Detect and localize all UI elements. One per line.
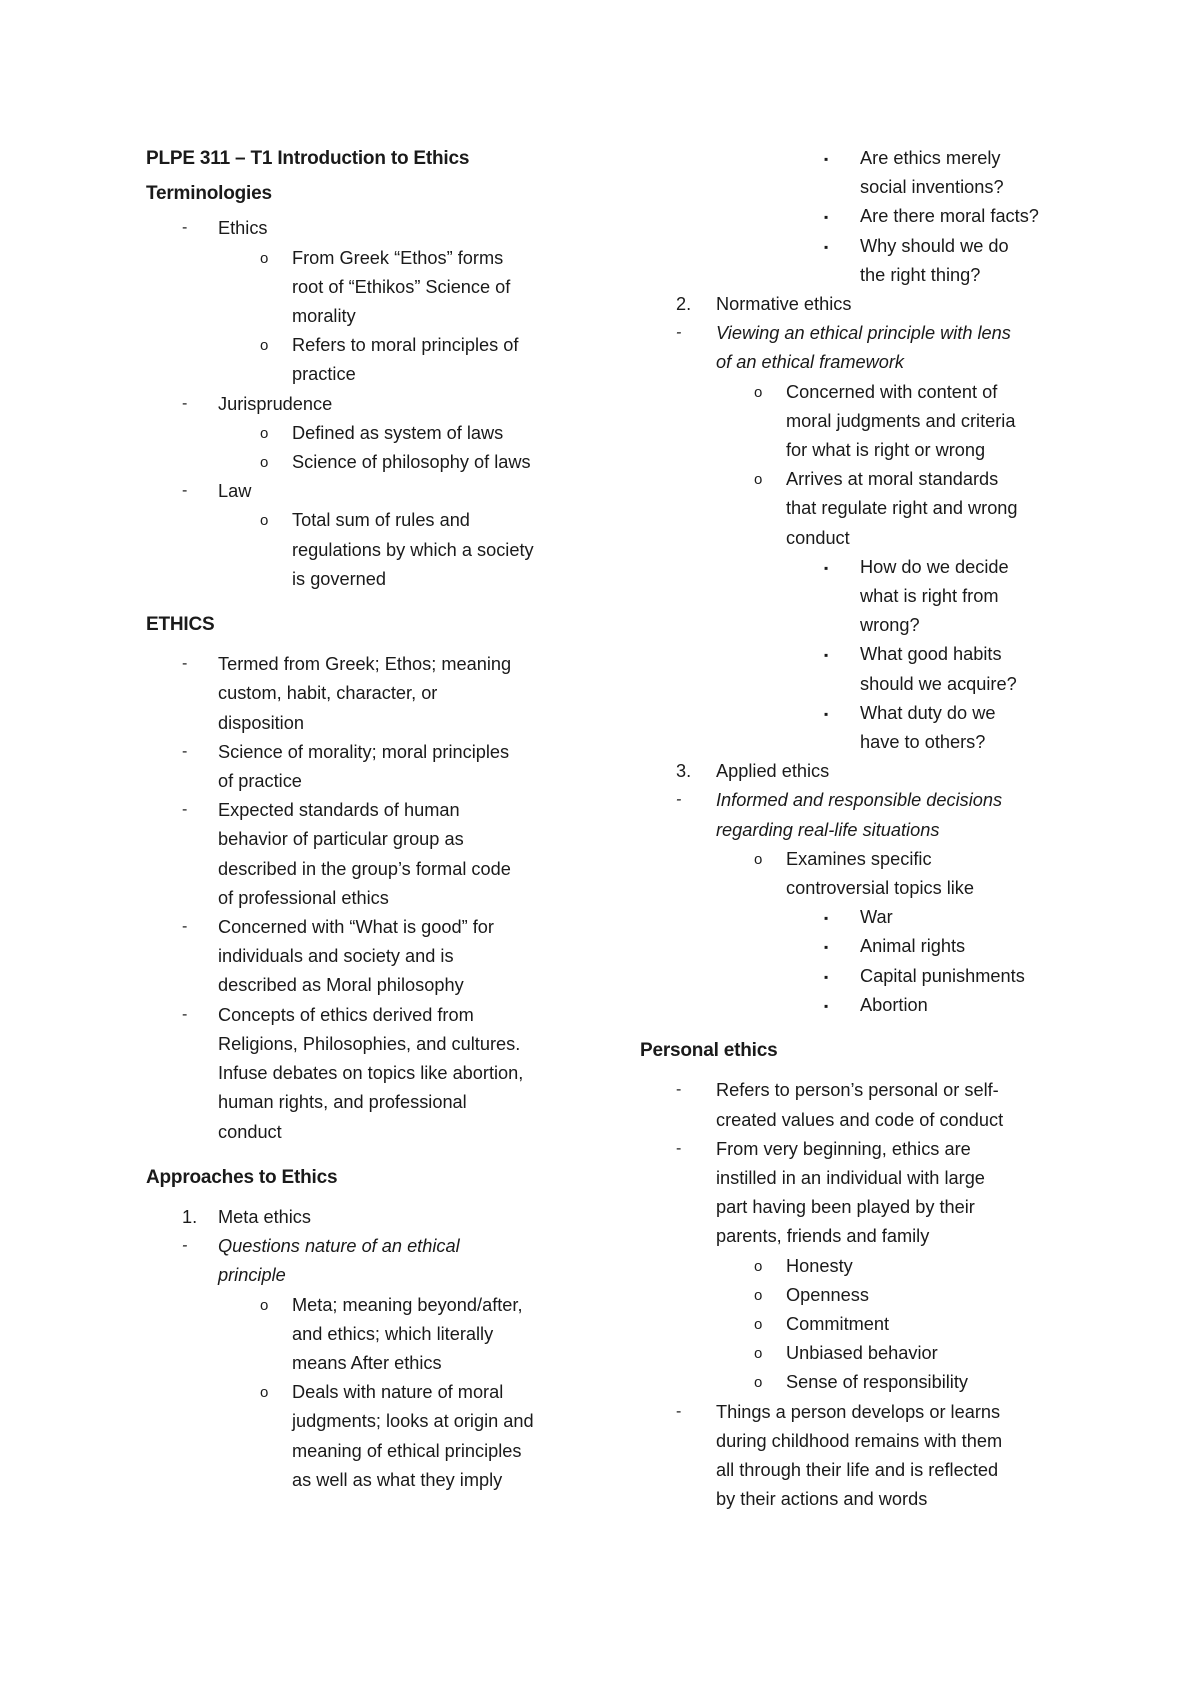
list-item-text: part having been played by their — [716, 1197, 975, 1218]
circle-bullet: o — [754, 1257, 763, 1275]
square-bullet: ▪ — [824, 210, 829, 225]
dash-bullet: - — [182, 1237, 188, 1255]
numbered-item: 3. Applied ethics — [640, 757, 1085, 786]
list-item: ▪ Are ethics merely — [640, 144, 1085, 173]
list-item: o From Greek “Ethos” forms — [146, 244, 576, 273]
list-item-text: behavior of particular group as — [218, 829, 464, 850]
list-item: ▪ What good habits — [640, 640, 1085, 669]
list-number: 1. — [182, 1206, 198, 1227]
list-item-text: is governed — [292, 568, 387, 589]
list-item-text: judgments; looks at origin and — [292, 1411, 534, 1432]
square-bullet: ▪ — [824, 648, 829, 663]
list-item: - Ethics — [146, 214, 576, 243]
list-item-text: Infuse debates on topics like abortion, — [218, 1063, 524, 1084]
list-item: ▪ Why should we do — [640, 232, 1085, 261]
dash-bullet: - — [676, 1081, 682, 1099]
list-item: - Things a person develops or learns — [640, 1398, 1085, 1427]
circle-bullet: o — [754, 383, 763, 401]
list-item-text: of professional ethics — [218, 887, 389, 908]
list-item-text: Religions, Philosophies, and cultures. — [218, 1033, 521, 1054]
list-item-text: described as Moral philosophy — [218, 975, 464, 996]
list-item: - Informed and responsible decisions — [640, 786, 1085, 815]
list-item: ▪ Are there moral facts? — [640, 202, 1085, 231]
list-item-text: individuals and society and is — [218, 946, 454, 967]
dash-bullet: - — [182, 394, 188, 412]
list-item-text: controversial topics like — [786, 878, 975, 899]
personal-ethics-heading: Personal ethics — [640, 1040, 778, 1062]
square-bullet: ▪ — [824, 998, 829, 1013]
square-bullet: ▪ — [824, 239, 829, 254]
list-item-text: morality — [292, 306, 356, 327]
dash-bullet: - — [676, 1139, 682, 1157]
list-item-text: parents, friends and family — [716, 1226, 930, 1247]
ethics-heading: ETHICS — [146, 614, 215, 636]
list-item: o Unbiased behavior — [640, 1339, 1085, 1368]
square-bullet: ▪ — [824, 560, 829, 575]
numbered-item: 1. Meta ethics — [146, 1203, 576, 1232]
list-item: - Questions nature of an ethical — [146, 1232, 576, 1261]
list-item-text: described in the group’s formal code — [218, 858, 511, 879]
list-item: o Deals with nature of moral — [146, 1378, 576, 1407]
list-item: o Commitment — [640, 1310, 1085, 1339]
list-number: 3. — [676, 761, 692, 782]
list-item-text: during childhood remains with them — [716, 1430, 1003, 1451]
list-item: o Concerned with content of — [640, 378, 1085, 407]
list-item: ▪ How do we decide — [640, 553, 1085, 582]
dash-bullet: - — [182, 742, 188, 760]
list-item: - Refers to person’s personal or self- — [640, 1076, 1085, 1105]
dash-bullet: - — [676, 1402, 682, 1420]
list-item-text: regulations by which a society — [292, 539, 534, 560]
list-item-text: of an ethical framework — [716, 352, 905, 373]
square-bullet: ▪ — [824, 911, 829, 926]
dash-bullet: - — [182, 1005, 188, 1023]
list-item: - Jurisprudence — [146, 390, 576, 419]
list-item-text: root of “Ethikos” Science of — [292, 276, 511, 297]
dash-bullet: - — [676, 324, 682, 342]
dash-bullet: - — [182, 482, 188, 500]
square-bullet: ▪ — [824, 940, 829, 955]
list-item-text: moral judgments and criteria — [786, 410, 1016, 431]
dash-bullet: - — [182, 219, 188, 237]
dash-bullet: - — [182, 801, 188, 819]
list-item: o Total sum of rules and — [146, 506, 576, 535]
list-item: o Sense of responsibility — [640, 1368, 1085, 1397]
left-column — [146, 144, 576, 1495]
list-item: - Concerned with “What is good” for — [146, 913, 576, 942]
list-item-text: human rights, and professional — [218, 1092, 467, 1113]
circle-bullet: o — [754, 850, 763, 868]
list-item: o Refers to moral principles of — [146, 331, 576, 360]
list-item: o Science of philosophy of laws — [146, 448, 576, 477]
list-item-text: by their actions and words — [716, 1489, 928, 1510]
list-item: o Defined as system of laws — [146, 419, 576, 448]
list-item: ▪ War — [640, 903, 1085, 932]
list-item: o Arrives at moral standards — [640, 465, 1085, 494]
numbered-item: 2. Normative ethics — [640, 290, 1085, 319]
list-item: ▪ What duty do we — [640, 699, 1085, 728]
circle-bullet: o — [754, 1315, 763, 1333]
list-item-text: regarding real-life situations — [716, 819, 940, 840]
right-column — [640, 144, 1085, 1514]
document-title: PLPE 311 – T1 Introduction to Ethics — [146, 148, 470, 169]
circle-bullet: o — [754, 1374, 763, 1392]
terminologies-heading: Terminologies — [146, 183, 272, 205]
list-item-text: all through their life and is reflected — [716, 1459, 999, 1480]
circle-bullet: o — [260, 512, 269, 530]
list-item-text: the right thing? — [860, 264, 981, 285]
list-item-text: practice — [292, 364, 356, 385]
circle-bullet: o — [260, 454, 269, 472]
list-item-text: principle — [218, 1265, 286, 1286]
list-item-text: meaning of ethical principles — [292, 1440, 522, 1461]
list-item: o Examines specific — [640, 845, 1085, 874]
circle-bullet: o — [754, 1286, 763, 1304]
square-bullet: ▪ — [824, 706, 829, 721]
list-item: - Law — [146, 477, 576, 506]
dash-bullet: - — [182, 655, 188, 673]
list-item-text: wrong? — [860, 615, 920, 636]
list-item: - From very beginning, ethics are — [640, 1135, 1085, 1164]
list-item-text: disposition — [218, 712, 304, 733]
list-item-text: instilled in an individual with large — [716, 1167, 985, 1188]
list-number: 2. — [676, 294, 692, 315]
list-item: - Termed from Greek; Ethos; meaning — [146, 650, 576, 679]
list-item: - Science of morality; moral principles — [146, 738, 576, 767]
circle-bullet: o — [260, 1296, 269, 1314]
list-item: o Meta; meaning beyond/after, — [146, 1291, 576, 1320]
list-item-text: have to others? — [860, 732, 986, 753]
list-item: ▪ Abortion — [640, 991, 1085, 1020]
list-item: o Honesty — [640, 1252, 1085, 1281]
list-item-text: as well as what they imply — [292, 1469, 503, 1490]
circle-bullet: o — [260, 1384, 269, 1402]
circle-bullet: o — [754, 471, 763, 489]
list-item: ▪ Capital punishments — [640, 962, 1085, 991]
circle-bullet: o — [260, 424, 269, 442]
list-item: - Concepts of ethics derived from — [146, 1001, 576, 1030]
circle-bullet: o — [754, 1345, 763, 1363]
list-item: o Openness — [640, 1281, 1085, 1310]
list-item-text: social inventions? — [860, 177, 1004, 198]
list-item-text: should we acquire? — [860, 673, 1017, 694]
list-item-text: of practice — [218, 771, 302, 792]
square-bullet: ▪ — [824, 152, 829, 166]
list-item-text: created values and code of conduct — [716, 1109, 1004, 1130]
list-item-text: and ethics; which literally — [292, 1323, 494, 1344]
list-item: ▪ Animal rights — [640, 932, 1085, 961]
dash-bullet: - — [182, 918, 188, 936]
square-bullet: ▪ — [824, 969, 829, 984]
list-item-text: means After ethics — [292, 1352, 442, 1373]
approaches-heading: Approaches to Ethics — [146, 1166, 338, 1188]
circle-bullet: o — [260, 337, 269, 355]
list-item-text: conduct — [218, 1121, 282, 1142]
list-item-text: custom, habit, character, or — [218, 683, 438, 704]
list-item: - Viewing an ethical principle with lens — [640, 319, 1085, 348]
dash-bullet: - — [676, 791, 682, 809]
list-item-text: for what is right or wrong — [786, 440, 986, 461]
list-item: - Expected standards of human — [146, 796, 576, 825]
list-item-text: that regulate right and wrong — [786, 498, 1018, 519]
list-item-text: what is right from — [860, 586, 999, 607]
list-item-text: conduct — [786, 527, 850, 548]
circle-bullet: o — [260, 249, 269, 267]
